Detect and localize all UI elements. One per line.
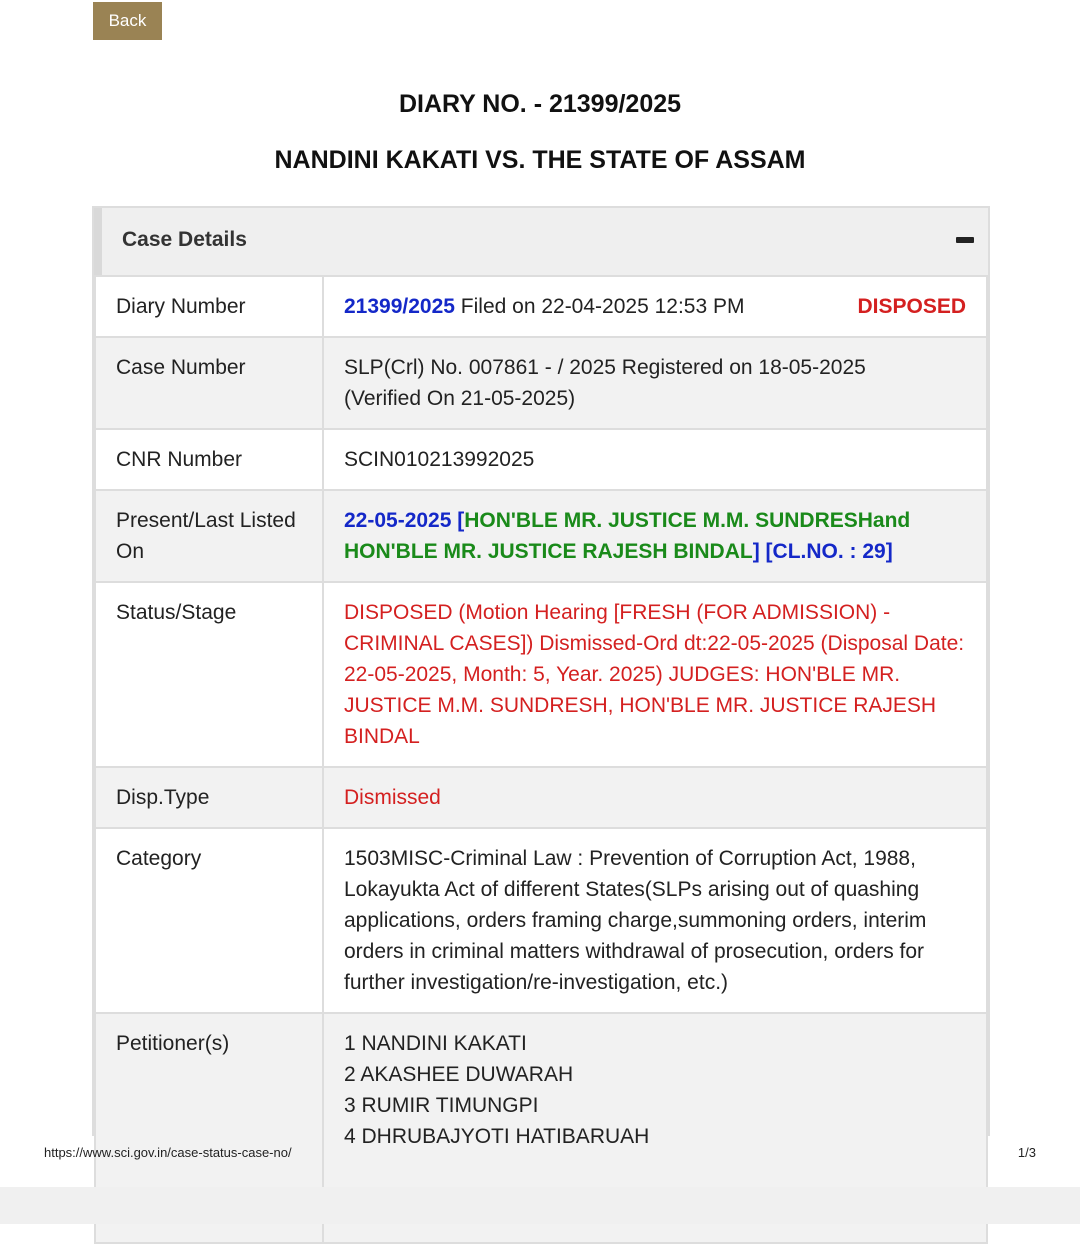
row-case-number [95,337,987,429]
row-category [95,828,987,1013]
panel-header[interactable] [94,208,988,275]
label-petitioners: Petitioner(s) [95,1013,323,1243]
value-diary-number [323,276,987,337]
case-title: NANDINI KAKATI VS. THE STATE OF ASSAM [274,146,806,174]
diary-number-value: 21399/2025 [344,295,455,318]
bracket-open: [ [451,509,465,532]
status-badge: DISPOSED [857,295,966,318]
row-listed-on [95,490,987,582]
petitioner-item: 3 RUMIR TIMUNGPI [344,1094,539,1117]
row-status-stage [95,582,987,767]
cl-number: [CL.NO. : 29] [759,540,893,563]
petitioner-item: 1 NANDINI KAKATI [344,1032,527,1055]
petitioner-item: 4 DHRUBAJYOTI HATIBARUAH [344,1125,650,1148]
case-details-panel [92,206,990,1148]
label-disp-type: Disp.Type [95,767,323,828]
case-number-line1: SLP(Crl) No. 007861 - / 2025 Registered on 18-05-2025 [344,356,866,379]
case-number-line2: (Verified On 21-05-2025) [344,387,576,410]
filed-on-text: Filed on 22-04-2025 12:53 PM [454,295,745,318]
row-diary-number [95,276,987,337]
row-disp-type [95,767,987,828]
panel-title: Case Details [122,228,247,251]
value-status-stage: DISPOSED (Motion Hearing [FRESH (FOR ADMISSION) - CRIMINAL CASES]) Dismissed-Ord dt:22-05-2025 (Disposal Date: 22-05-2025, Month: 5, Year. 2025) JUDGES: HON'BLE MR. JUSTICE M.M. SUNDRESH, HON'BLE MR. JUSTICE RAJESH BINDAL [323,582,987,767]
collapse-minus-icon[interactable] [956,237,974,243]
label-diary-number: Diary Number [95,276,323,337]
value-category: 1503MISC-Criminal Law : Prevention of Corruption Act, 1988, Lokayukta Act of different States(SLPs arising out of quashing applications, orders framing charge,summoning orders, interim orders in criminal matters withdrawal of prosecution, orders for further investigation/re-investigation, etc.) [323,828,987,1013]
listed-date: 22-05-2025 [344,509,452,532]
footer-page-number: 1/3 [1017,1145,1036,1160]
label-category: Category [95,828,323,1013]
label-case-number: Case Number [95,337,323,429]
bracket-close: ] [752,540,760,563]
label-status-stage: Status/Stage [95,582,323,767]
label-listed-on: Present/Last Listed On [95,490,323,582]
bottom-band [0,1187,1080,1224]
bench-judges: HON'BLE MR. JUSTICE M.M. SUNDRESHand HON'BLE MR. JUSTICE RAJESH BINDAL [344,509,911,563]
case-details-table [94,275,988,1244]
value-listed-on [323,490,987,582]
diary-title: DIARY NO. - 21399/2025 [398,90,682,118]
row-cnr-number [95,429,987,490]
footer-url: https://www.sci.gov.in/case-status-case-no/ [44,1145,292,1160]
back-button[interactable]: Back [93,2,162,40]
value-case-number [323,337,987,429]
label-cnr-number: CNR Number [95,429,323,490]
value-disp-type: Dismissed [323,767,987,828]
value-cnr-number: SCIN010213992025 [323,429,987,490]
petitioner-item: 2 AKASHEE DUWARAH [344,1063,574,1086]
